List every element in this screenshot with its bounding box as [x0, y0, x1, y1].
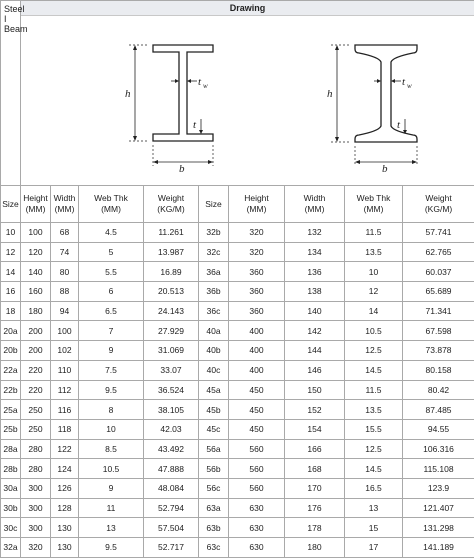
cell-height: 250	[21, 400, 51, 420]
i-beam-parallel-flange	[129, 45, 213, 166]
cell-size-2: 56a	[199, 439, 229, 459]
cell-size-2: 36b	[199, 282, 229, 302]
data-rows	[1, 223, 474, 558]
cell-width-2: 152	[285, 400, 345, 420]
table-row	[1, 282, 474, 302]
cell-width-2: 134	[285, 242, 345, 262]
cell-width-2: 144	[285, 341, 345, 361]
cell-width-2: 170	[285, 478, 345, 498]
cell-web-thk-2: 14.5	[345, 360, 403, 380]
cell-weight-2: 80.158	[403, 360, 474, 380]
cell-web-thk-2: 15	[345, 518, 403, 538]
cell-width: 100	[51, 321, 79, 341]
cell-height-2: 560	[229, 439, 285, 459]
cell-weight-2: 131.298	[403, 518, 474, 538]
cell-height-2: 450	[229, 400, 285, 420]
cell-height: 220	[21, 360, 51, 380]
table-row	[1, 341, 474, 361]
cell-width-2: 168	[285, 459, 345, 479]
cell-web-thk-2: 10	[345, 262, 403, 282]
table-row	[1, 262, 474, 282]
col-size: Size	[1, 186, 21, 223]
cell-web-thk: 8	[79, 400, 144, 420]
cell-size-2: 40a	[199, 321, 229, 341]
table-row	[1, 360, 474, 380]
cell-width: 74	[51, 242, 79, 262]
cell-height-2: 360	[229, 301, 285, 321]
cell-width-2: 166	[285, 439, 345, 459]
table-row	[1, 538, 474, 558]
cell-width: 102	[51, 341, 79, 361]
cell-size: 14	[1, 262, 21, 282]
left-t-label: t	[193, 119, 197, 131]
col-width: Width (MM)	[51, 186, 79, 223]
cell-width-2: 132	[285, 223, 345, 243]
cell-height: 220	[21, 380, 51, 400]
col-web-thk: Web Thk (MM)	[79, 186, 144, 223]
cell-weight-2: 65.689	[403, 282, 474, 302]
cell-height: 120	[21, 242, 51, 262]
cell-height: 180	[21, 301, 51, 321]
col-height: Height (MM)	[21, 186, 51, 223]
cell-height-2: 630	[229, 538, 285, 558]
cell-height-2: 630	[229, 498, 285, 518]
cell-weight-2: 67.598	[403, 321, 474, 341]
cell-height: 280	[21, 459, 51, 479]
right-tw-subscript: w	[407, 82, 412, 90]
cell-weight-2: 123.9	[403, 478, 474, 498]
cell-size: 20a	[1, 321, 21, 341]
cell-size-2: 63c	[199, 538, 229, 558]
cell-height: 300	[21, 498, 51, 518]
cell-weight: 13.987	[144, 242, 199, 262]
table-row	[1, 380, 474, 400]
i-beam-tapered-flange	[331, 45, 417, 166]
cell-width: 94	[51, 301, 79, 321]
cell-web-thk: 9	[79, 341, 144, 361]
cell-size-2: 32b	[199, 223, 229, 243]
cell-height-2: 450	[229, 419, 285, 439]
cell-height: 160	[21, 282, 51, 302]
right-tw-label: t	[402, 76, 406, 88]
col-height-2: Height (MM)	[229, 186, 285, 223]
cell-size-2: 36c	[199, 301, 229, 321]
cell-size: 16	[1, 282, 21, 302]
col-width-2: Width (MM)	[285, 186, 345, 223]
cell-weight: 48.084	[144, 478, 199, 498]
cell-height: 280	[21, 439, 51, 459]
cell-size: 18	[1, 301, 21, 321]
i-beam-drawings	[21, 16, 474, 182]
cell-width: 124	[51, 459, 79, 479]
cell-size: 28b	[1, 459, 21, 479]
cell-width-2: 146	[285, 360, 345, 380]
drawing-panel	[21, 1, 474, 186]
cell-web-thk: 10	[79, 419, 144, 439]
cell-width-2: 142	[285, 321, 345, 341]
cell-web-thk: 5.5	[79, 262, 144, 282]
cell-size: 20b	[1, 341, 21, 361]
cell-web-thk: 5	[79, 242, 144, 262]
cell-height: 100	[21, 223, 51, 243]
cell-weight: 52.794	[144, 498, 199, 518]
table-row	[1, 242, 474, 262]
cell-height: 300	[21, 518, 51, 538]
right-b-label: b	[382, 163, 388, 175]
cell-size: 25a	[1, 400, 21, 420]
cell-width: 130	[51, 518, 79, 538]
cell-weight: 31.069	[144, 341, 199, 361]
cell-web-thk: 4.5	[79, 223, 144, 243]
cell-width-2: 154	[285, 419, 345, 439]
cell-web-thk-2: 13.5	[345, 400, 403, 420]
cell-height-2: 630	[229, 518, 285, 538]
drawing-title: Drawing	[21, 1, 474, 16]
cell-web-thk-2: 13	[345, 498, 403, 518]
cell-height: 250	[21, 419, 51, 439]
cell-weight: 27.929	[144, 321, 199, 341]
cell-width: 68	[51, 223, 79, 243]
cell-weight: 43.492	[144, 439, 199, 459]
cell-web-thk-2: 15.5	[345, 419, 403, 439]
cell-weight-2: 80.42	[403, 380, 474, 400]
cell-web-thk: 11	[79, 498, 144, 518]
cell-web-thk: 6.5	[79, 301, 144, 321]
cell-size-2: 56c	[199, 478, 229, 498]
cell-height-2: 400	[229, 321, 285, 341]
cell-height-2: 450	[229, 380, 285, 400]
cell-web-thk: 9	[79, 478, 144, 498]
cell-weight: 33.07	[144, 360, 199, 380]
cell-width: 112	[51, 380, 79, 400]
cell-width: 80	[51, 262, 79, 282]
cell-weight-2: 106.316	[403, 439, 474, 459]
cell-web-thk-2: 12.5	[345, 341, 403, 361]
cell-height: 140	[21, 262, 51, 282]
cell-height: 200	[21, 341, 51, 361]
cell-web-thk-2: 11.5	[345, 380, 403, 400]
cell-height: 300	[21, 478, 51, 498]
cell-size: 25b	[1, 419, 21, 439]
table-row	[1, 223, 474, 243]
cell-weight-2: 62.765	[403, 242, 474, 262]
cell-weight: 47.888	[144, 459, 199, 479]
cell-width-2: 176	[285, 498, 345, 518]
cell-width: 122	[51, 439, 79, 459]
cell-width-2: 150	[285, 380, 345, 400]
cell-web-thk: 6	[79, 282, 144, 302]
cell-weight-2: 141.189	[403, 538, 474, 558]
cell-height-2: 360	[229, 262, 285, 282]
column-header-row	[1, 186, 474, 223]
cell-web-thk-2: 17	[345, 538, 403, 558]
cell-size-2: 36a	[199, 262, 229, 282]
left-h-label: h	[125, 88, 131, 100]
cell-web-thk-2: 13.5	[345, 242, 403, 262]
cell-weight-2: 121.407	[403, 498, 474, 518]
cell-height: 200	[21, 321, 51, 341]
col-weight-2: Weight (KG/M)	[403, 186, 474, 223]
col-size-2: Size	[199, 186, 229, 223]
cell-width: 130	[51, 538, 79, 558]
cell-width: 118	[51, 419, 79, 439]
cell-size: 30a	[1, 478, 21, 498]
cell-weight: 57.504	[144, 518, 199, 538]
left-tw-subscript: w	[203, 82, 208, 90]
table-row	[1, 419, 474, 439]
cell-width-2: 138	[285, 282, 345, 302]
cell-width-2: 136	[285, 262, 345, 282]
cell-width-2: 180	[285, 538, 345, 558]
cell-size-2: 32c	[199, 242, 229, 262]
col-weight: Weight (KG/M)	[144, 186, 199, 223]
right-h-label: h	[327, 88, 333, 100]
cell-width: 88	[51, 282, 79, 302]
table-row	[1, 498, 474, 518]
cell-width: 116	[51, 400, 79, 420]
cell-weight: 36.524	[144, 380, 199, 400]
cell-web-thk: 10.5	[79, 459, 144, 479]
cell-size-2: 40b	[199, 341, 229, 361]
cell-width-2: 140	[285, 301, 345, 321]
cell-size-2: 45b	[199, 400, 229, 420]
cell-size: 22a	[1, 360, 21, 380]
table-row	[1, 301, 474, 321]
cell-weight: 42.03	[144, 419, 199, 439]
cell-size-2: 63b	[199, 518, 229, 538]
cell-width-2: 178	[285, 518, 345, 538]
cell-height-2: 320	[229, 223, 285, 243]
cell-size-2: 45c	[199, 419, 229, 439]
left-tw-label: t	[198, 76, 202, 88]
cell-web-thk-2: 11.5	[345, 223, 403, 243]
cell-size: 12	[1, 242, 21, 262]
table-row	[1, 400, 474, 420]
cell-web-thk: 9.5	[79, 380, 144, 400]
cell-size-2: 40c	[199, 360, 229, 380]
cell-width: 126	[51, 478, 79, 498]
cell-weight-2: 57.741	[403, 223, 474, 243]
cell-size: 28a	[1, 439, 21, 459]
cell-height-2: 400	[229, 360, 285, 380]
cell-weight-2: 71.341	[403, 301, 474, 321]
right-t-label: t	[397, 119, 401, 131]
cell-size: 32a	[1, 538, 21, 558]
table-row	[1, 321, 474, 341]
table-row	[1, 459, 474, 479]
table-row	[1, 439, 474, 459]
cell-web-thk: 8.5	[79, 439, 144, 459]
cell-web-thk-2: 10.5	[345, 321, 403, 341]
cell-size: 30c	[1, 518, 21, 538]
cell-width: 128	[51, 498, 79, 518]
cell-web-thk: 7	[79, 321, 144, 341]
cell-size-2: 56b	[199, 459, 229, 479]
cell-width: 110	[51, 360, 79, 380]
cell-weight-2: 73.878	[403, 341, 474, 361]
cell-weight: 20.513	[144, 282, 199, 302]
cell-weight: 11.261	[144, 223, 199, 243]
cell-web-thk-2: 14.5	[345, 459, 403, 479]
cell-web-thk-2: 12.5	[345, 439, 403, 459]
cell-size: 30b	[1, 498, 21, 518]
cell-weight-2: 94.55	[403, 419, 474, 439]
table-row	[1, 478, 474, 498]
cell-height-2: 360	[229, 282, 285, 302]
cell-height-2: 560	[229, 459, 285, 479]
cell-size-2: 63a	[199, 498, 229, 518]
cell-height: 320	[21, 538, 51, 558]
cell-height-2: 560	[229, 478, 285, 498]
cell-weight-2: 115.108	[403, 459, 474, 479]
cell-weight: 16.89	[144, 262, 199, 282]
left-b-label: b	[179, 163, 185, 175]
col-web-thk-2: Web Thk (MM)	[345, 186, 403, 223]
cell-size: 10	[1, 223, 21, 243]
cell-weight: 38.105	[144, 400, 199, 420]
cell-weight: 24.143	[144, 301, 199, 321]
cell-weight-2: 60.037	[403, 262, 474, 282]
cell-height-2: 320	[229, 242, 285, 262]
cell-weight: 52.717	[144, 538, 199, 558]
beam-type-label: Steel I Beam	[1, 1, 21, 186]
cell-web-thk-2: 12	[345, 282, 403, 302]
cell-web-thk-2: 14	[345, 301, 403, 321]
table-row	[1, 518, 474, 538]
cell-height-2: 400	[229, 341, 285, 361]
cell-size: 22b	[1, 380, 21, 400]
cell-web-thk: 7.5	[79, 360, 144, 380]
cell-size-2: 45a	[199, 380, 229, 400]
cell-web-thk-2: 16.5	[345, 478, 403, 498]
cell-web-thk: 13	[79, 518, 144, 538]
cell-weight-2: 87.485	[403, 400, 474, 420]
cell-web-thk: 9.5	[79, 538, 144, 558]
